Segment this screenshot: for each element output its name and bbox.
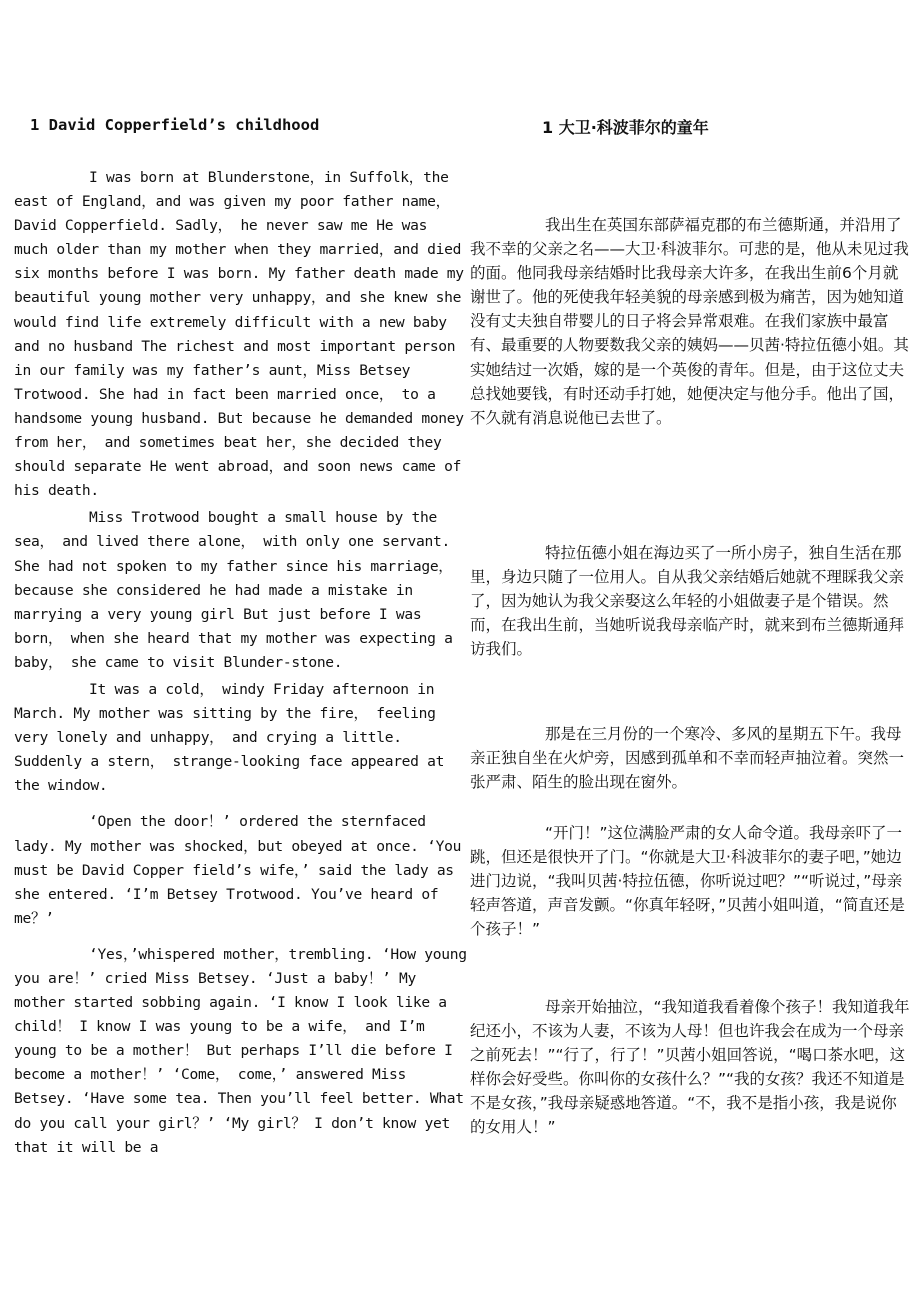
chinese-paragraph-5-block	[470, 995, 910, 1140]
chinese-paragraph-1: 我出生在英国东部萨福克郡的布兰德斯通，并沿用了我不幸的父亲之名——大卫·科波菲尔。可悲的是，他从未见过我的面。他同我母亲结婚时比我母亲大许多，在我出生前6个月就谢世了。他的死使我年轻美貌的母亲感到极为痛苦，因为她知道没有丈夫独自带婴儿的日子将会异常艰难。在我们家族中最富有、最重要的人物要数我父亲的姨妈——贝茜·特拉伍德小姐。其实她结过一次婚，嫁的是一个英俊的青年。但是，由于这位丈夫总找她要钱，有时还动手打她，她便决定与他分手。他出了国，不久就有消息说他已去世了。	[470, 216, 909, 427]
chinese-paragraph-2: 特拉伍德小姐在海边买了一所小房子，独自生活在那里，身边只随了一位用人。自从我父亲结婚后她就不理睬我父亲了，因为她认为我父亲娶这么年轻的小姐做妻子是个错误。然而，在我出生前，当她听说我母亲临产时，就来到布兰德斯通拜访我们。	[470, 544, 905, 659]
english-paragraph-4: ‘Open the door！’ ordered the sternfaced lady. My mother was shocked，but obeyed at once. ‘You must be David Copper field’s wife，’ said the lady as she entered. ‘I’m Betsey Trotwood. You’ve heard of me？’	[14, 813, 462, 927]
chinese-paragraph-4: “开门！”这位满脸严肃的女人命令道。我母亲吓了一跳，但还是很快开了门。“你就是大卫·科波菲尔的妻子吧，”她边进门边说，“我叫贝茜·特拉伍德，你听说过吧？”“听说过，”母亲轻声答道，声音发颤。“你真年轻呀，”贝茜小姐叫道，“简直还是个孩子！”	[470, 824, 905, 939]
chinese-paragraph-2-block	[470, 541, 910, 661]
chinese-paragraph-3-block	[470, 722, 910, 794]
chinese-paragraph-5: 母亲开始抽泣，“我知道我看着像个孩子！我知道我年纪还小，不该为人妻，不该为人母！但也许我会在成为一个母亲之前死去！”“行了，行了！”贝茜小姐回答说，“喝口茶水吧，这样你会好受些。你叫你的女孩什么？”“我的女孩？我还不知道是不是女孩，”我母亲疑惑地答道。“不，我不是指小孩，我是说你的女用人！”	[470, 998, 910, 1137]
english-paragraph-2: Miss Trotwood bought a small house by the sea， and lived there alone， with only one servant. She had not spoken to my father since his marriage， because she considered he had made a mistake in marrying a very young girl But just before I was born， when she heard that my mother was expecting a baby， she came to visit Blunder-stone.	[14, 509, 453, 671]
english-column	[14, 166, 469, 1163]
english-paragraph-5: ‘Yes，’whispered mother，trembling. ‘How young you are！’ cried Miss Betsey. ‘Just a baby！’ My mother started sobbing again. ‘I know I look like a child！ I know I was young to be a wife， and I’m young to be a mother！ But perhaps I’ll die before I become a mother！’ ‘Come， come，’ answered Miss Betsey. ‘Have some tea. Then you’ll feel better. What do you call your girl？’ ‘My girl？ I don’t know yet that it will be a	[14, 945, 467, 1156]
chinese-paragraph-3: 那是在三月份的一个寒冷、多风的星期五下午。我母亲正独自坐在火炉旁，因感到孤单和不幸而轻声抽泣着。突然一张严肃、陌生的脸出现在窗外。	[470, 725, 905, 792]
chinese-paragraph-1-block	[470, 213, 910, 430]
chinese-chapter-title: 1 大卫·科波菲尔的童年	[542, 118, 709, 137]
english-chapter-title: 1 David Copperfield’s childhood	[30, 116, 320, 134]
english-paragraph-1: I was born at Blunderstone，in Suffolk，the east of England，and was given my poor father name，David Copperfield. Sadly， he never saw me He was much older than my mother when they married，and died six months before I was born. My father death made my beautiful young mother very unhappy，and she knew she would find life extremely difficult with a new baby and no husband The richest and most important person in our family was my father’s aunt，Miss Betsey Trotwood. She had in fact been married once， to a handsome young husband. But because he demanded money from her， and sometimes beat her，she decided they should separate He went abroad，and soon news came of his death.	[14, 169, 464, 500]
chinese-paragraph-4-block	[470, 821, 910, 941]
english-paragraph-3: It was a cold， windy Friday afternoon in March. My mother was sitting by the fire， feeling very lonely and unhappy， and crying a little. Suddenly a stern， strange-looking face appeared at the window.	[14, 680, 445, 795]
